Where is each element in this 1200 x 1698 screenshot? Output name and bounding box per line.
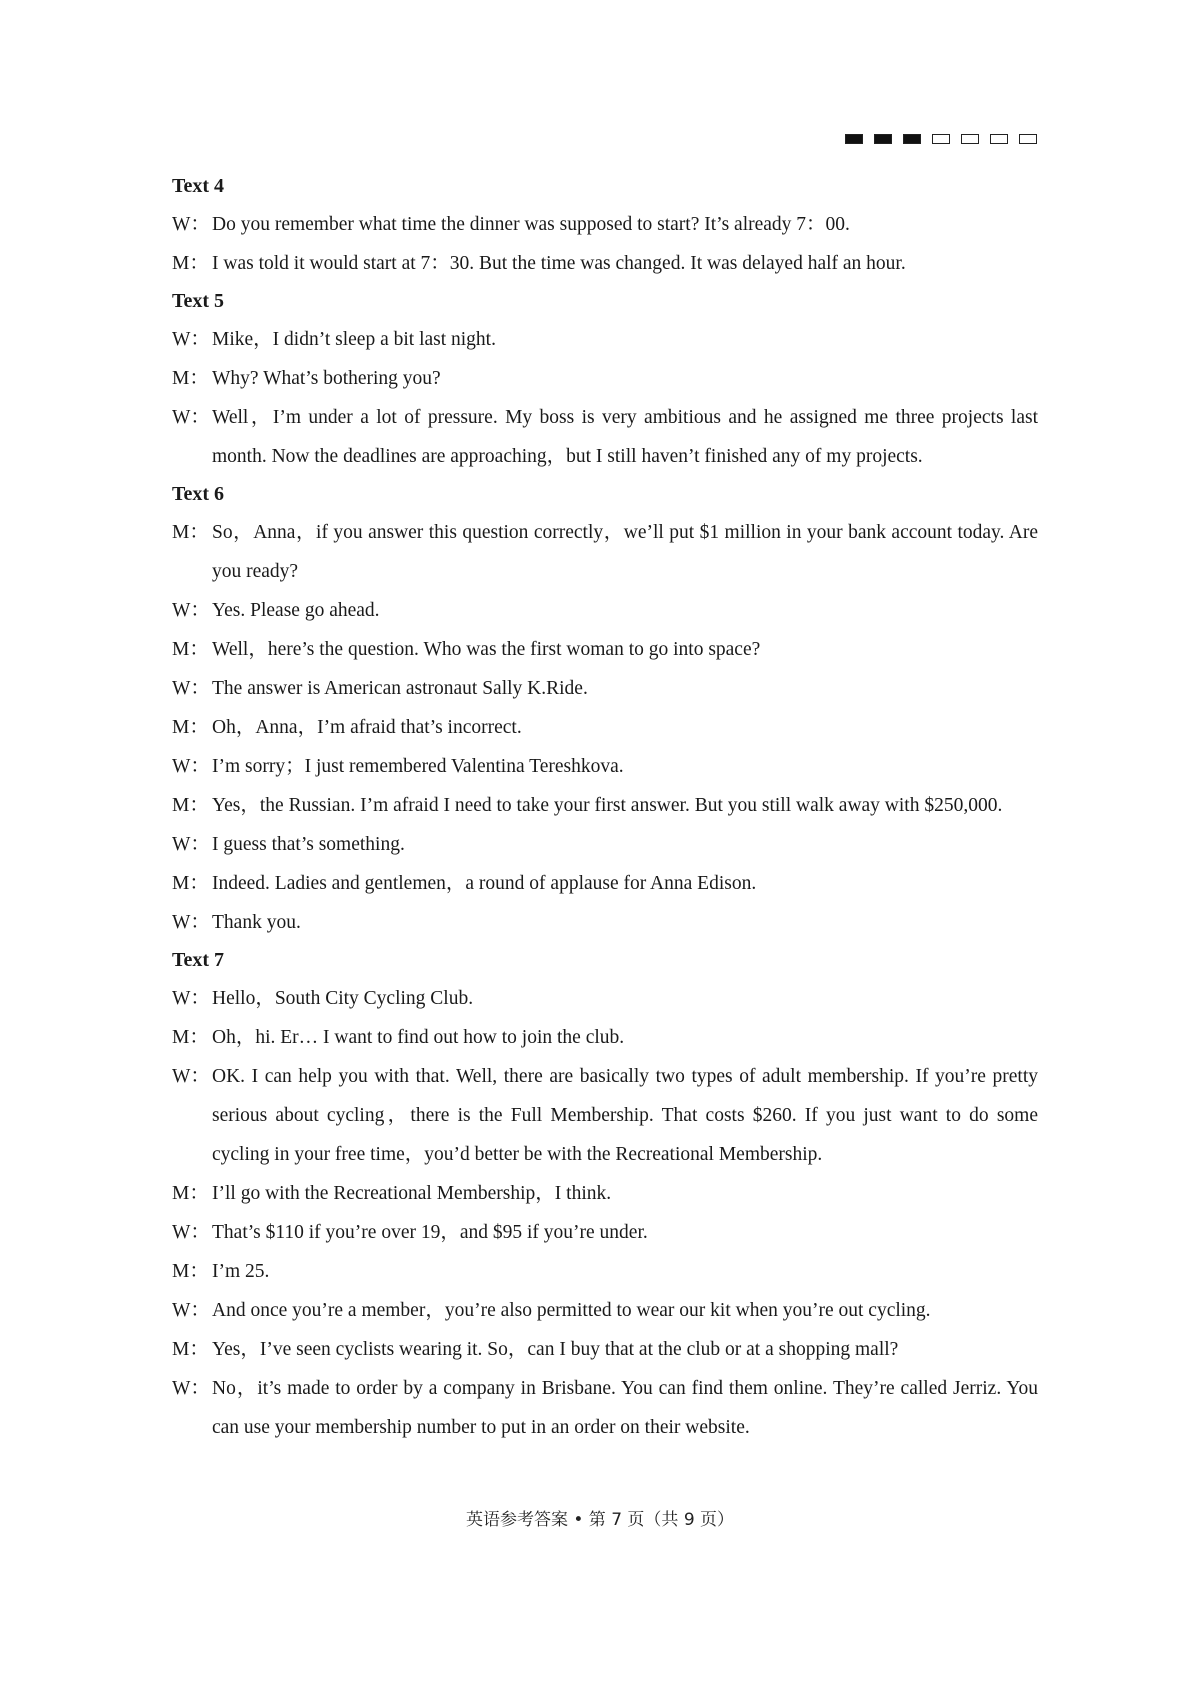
- dialogue-text: No，it’s made to order by a company in Brisbane. You can find them online. They’re called Jerriz. You can use your membership number to put in an order on their website.: [212, 1378, 1038, 1438]
- dialogue-line: [172, 630, 1038, 669]
- dialogue-line: [172, 864, 1038, 903]
- dialogue-text: So，Anna，if you answer this question correctly，we’ll put $1 million in your bank account today. Are you ready?: [212, 522, 1038, 582]
- dialogue-text: I was told it would start at 7：30. But the time was changed. It was delayed half an hour.: [212, 253, 906, 274]
- dialogue-text: I’m sorry；I just remembered Valentina Tereshkova.: [212, 756, 624, 777]
- dialogue-text: Well，here’s the question. Who was the first woman to go into space?: [212, 639, 761, 660]
- dialogue-text: OK. I can help you with that. Well, there are basically two types of adult membership. If you’re pretty serious about cycling，there is the Full Membership. That costs $260. If you just want to do some cycling in your free time，you’d better be with the Recreational Membership.: [212, 1066, 1038, 1165]
- dialogue-line: [172, 979, 1038, 1018]
- empty-square-icon: [990, 134, 1008, 144]
- page-progress-marker: [845, 134, 1037, 144]
- speaker-label: W：: [172, 1222, 210, 1243]
- dialogue-line: [172, 708, 1038, 747]
- empty-square-icon: [961, 134, 979, 144]
- dialogue-text: The answer is American astronaut Sally K.Ride.: [212, 678, 588, 699]
- speaker-label: W：: [172, 834, 210, 855]
- dialogue-text: Yes. Please go ahead.: [212, 600, 380, 621]
- speaker-label: W：: [172, 1300, 210, 1321]
- speaker-label: W：: [172, 600, 210, 621]
- dialogue-line: [172, 244, 1038, 283]
- speaker-label: M：: [172, 873, 209, 894]
- dialogue-text: Oh，hi. Er… I want to find out how to join the club.: [212, 1027, 625, 1048]
- speaker-label: M：: [172, 522, 209, 543]
- filled-square-icon: [874, 134, 892, 144]
- dialogue-text: Indeed. Ladies and gentlemen，a round of applause for Anna Edison.: [212, 873, 757, 894]
- dialogue-text: Why? What’s bothering you?: [212, 368, 441, 389]
- dialogue-line: [172, 320, 1038, 359]
- dialogue-text: Yes，the Russian. I’m afraid I need to take your first answer. But you still walk away with $250,000.: [212, 795, 1003, 816]
- speaker-label: M：: [172, 1027, 209, 1048]
- dialogue-text: And once you’re a member，you’re also permitted to wear our kit when you’re out cycling.: [212, 1300, 931, 1321]
- dialogue-line: [172, 359, 1038, 398]
- dialogue-text: Do you remember what time the dinner was supposed to start? It’s already 7：00.: [212, 214, 850, 235]
- dialogue-line: [172, 747, 1038, 786]
- dialogue-text: I guess that’s something.: [212, 834, 405, 855]
- speaker-label: W：: [172, 912, 210, 933]
- dialogue-text: Hello，South City Cycling Club.: [212, 988, 474, 1009]
- speaker-label: W：: [172, 407, 210, 428]
- speaker-label: W：: [172, 1066, 210, 1087]
- dialogue-line: [172, 903, 1038, 942]
- speaker-label: M：: [172, 639, 209, 660]
- dialogue-text: That’s $110 if you’re over 19，and $95 if you’re under.: [212, 1222, 648, 1243]
- dialogue-text: Thank you.: [212, 912, 301, 933]
- dialogue-text: Oh，Anna，I’m afraid that’s incorrect.: [212, 717, 522, 738]
- dialogue-line: [172, 1291, 1038, 1330]
- dialogue-line: [172, 825, 1038, 864]
- speaker-label: W：: [172, 756, 210, 777]
- dialogue-text: I’m 25.: [212, 1261, 270, 1282]
- dialogue-text: Yes，I’ve seen cyclists wearing it. So，can I buy that at the club or at a shopping mall?: [212, 1339, 899, 1360]
- dialogue-line: [172, 1369, 1038, 1447]
- filled-square-icon: [845, 134, 863, 144]
- speaker-label: W：: [172, 214, 210, 235]
- dialogue-text: Well，I’m under a lot of pressure. My boss is very ambitious and he assigned me three projects last month. Now the deadlines are approaching，but I still haven’t finished any of my projects.: [212, 407, 1038, 467]
- empty-square-icon: [1019, 134, 1037, 144]
- section-heading: Text 4: [172, 175, 225, 197]
- page-footer: 英语参考答案 • 第 7 页（共 9 页）: [465, 1510, 735, 1530]
- speaker-label: W：: [172, 1378, 210, 1399]
- speaker-label: M：: [172, 1261, 209, 1282]
- dialogue-text: Mike，I didn’t sleep a bit last night.: [212, 329, 496, 350]
- speaker-label: M：: [172, 795, 209, 816]
- filled-square-icon: [903, 134, 921, 144]
- dialogue-text: I’ll go with the Recreational Membership，I think.: [212, 1183, 612, 1204]
- speaker-label: M：: [172, 1339, 209, 1360]
- dialogue-line: [172, 1018, 1038, 1057]
- transcript-body: [172, 168, 1038, 1447]
- dialogue-line: [172, 786, 1038, 825]
- speaker-label: M：: [172, 368, 209, 389]
- section-heading: Text 6: [172, 483, 225, 505]
- dialogue-line: [172, 669, 1038, 708]
- speaker-label: W：: [172, 678, 210, 699]
- section-heading: Text 5: [172, 290, 225, 312]
- dialogue-line: [172, 513, 1038, 591]
- dialogue-line: [172, 591, 1038, 630]
- speaker-label: W：: [172, 988, 210, 1009]
- dialogue-line: [172, 205, 1038, 244]
- speaker-label: M：: [172, 253, 209, 274]
- dialogue-line: [172, 1057, 1038, 1174]
- dialogue-line: [172, 1252, 1038, 1291]
- speaker-label: M：: [172, 717, 209, 738]
- speaker-label: W：: [172, 329, 210, 350]
- dialogue-line: [172, 1213, 1038, 1252]
- empty-square-icon: [932, 134, 950, 144]
- speaker-label: M：: [172, 1183, 209, 1204]
- dialogue-line: [172, 1330, 1038, 1369]
- dialogue-line: [172, 1174, 1038, 1213]
- dialogue-line: [172, 398, 1038, 476]
- section-heading: Text 7: [172, 949, 225, 971]
